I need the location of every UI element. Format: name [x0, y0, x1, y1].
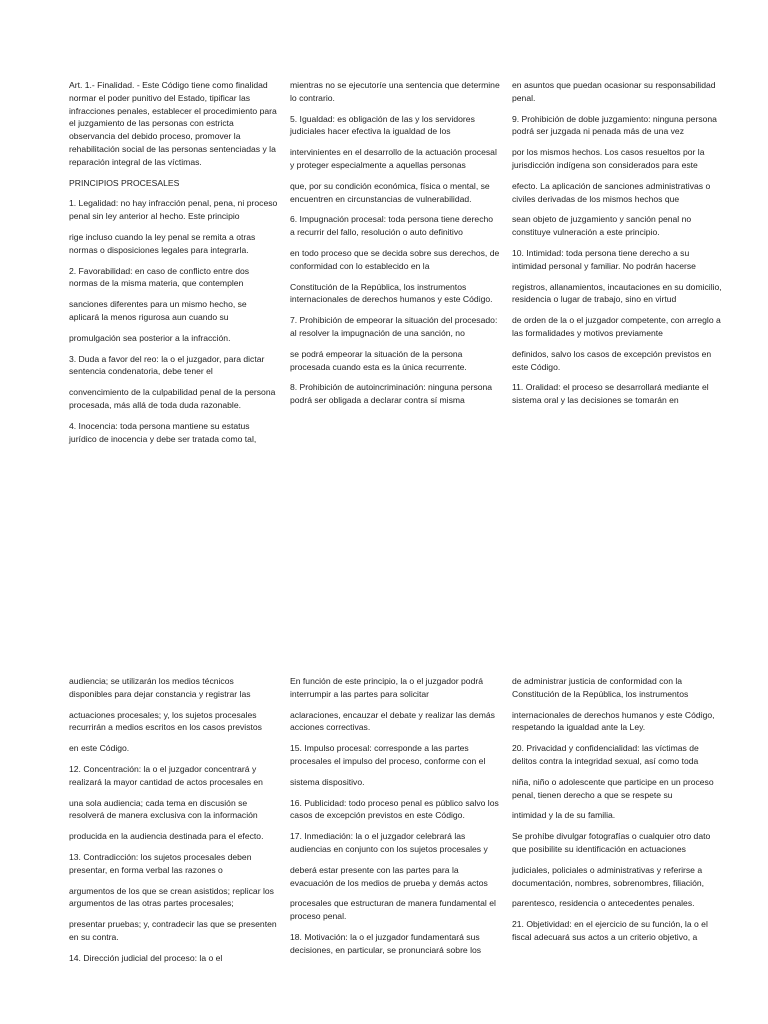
- paragraph: 16. Publicidad: todo proceso penal es público salvo los casos de excepción previstos en este Código.: [290, 797, 499, 821]
- paragraph: judiciales, policiales o administrativas y referirse a documentación, nombres, sobrenombres, filiación,: [512, 864, 705, 888]
- paragraph: 17. Inmediación: la o el juzgador celebrará las audiencias en conjunto con los sujetos procesales y: [290, 831, 488, 854]
- paragraph: en este Código.: [69, 743, 130, 754]
- paragraph: 13. Contradicción: los sujetos procesales deben presentar, en forma verbal las razones o: [69, 851, 252, 875]
- paragraph: audiencia; se utilizarán los medios técnicos disponibles para dejar constancia y registrar las: [69, 676, 251, 699]
- text-column-2: [290, 675, 500, 965]
- text-column-3: [512, 79, 722, 415]
- paragraph: sean objeto de juzgamiento y sanción penal no constituye vulneración a este principio.: [512, 214, 692, 238]
- paragraph: 7. Prohibición de empeorar la situación del procesado: al resolver la impugnación de una sanción, no: [290, 315, 498, 338]
- paragraph: intimidad y la de su familia.: [512, 810, 616, 821]
- paragraph: se podrá empeorar la situación de la persona procesada cuando esta es la única recurrente.: [290, 348, 467, 372]
- paragraph: deberá estar presente con las partes para la evacuación de los medios de prueba y demás actos: [290, 864, 488, 888]
- paragraph: presentar pruebas; y, contradecir las que se presenten en su contra.: [69, 919, 277, 942]
- paragraph: una sola audiencia; cada tema en discusión se resolverá de manera exclusiva con la información: [69, 797, 258, 821]
- paragraph: Constitución de la República, los instrumentos internacionales de derechos humanos y este Código.: [290, 281, 493, 305]
- paragraph: rige incluso cuando la ley penal se remita a otras normas o disposiciones legales para integrarla.: [69, 231, 256, 255]
- paragraph: 12. Concentración: la o el juzgador concentrará y realizará la mayor cantidad de actos procesales en: [69, 763, 263, 787]
- paragraph: 4. Inocencia: toda persona mantiene su estatus jurídico de inocencia y debe ser tratada como tal,: [69, 420, 257, 444]
- section-heading: PRINCIPIOS PROCESALES: [69, 177, 180, 188]
- paragraph: por los mismos hechos. Los casos resueltos por la jurisdicción indígena son considerados para este: [512, 147, 705, 170]
- paragraph: 2. Favorabilidad: en caso de conflicto entre dos normas de la misma materia, que contemplen: [69, 265, 250, 289]
- paragraph: actuaciones procesales; y, los sujetos procesales recurrirán a medios escritos en los casos previstos: [69, 709, 262, 733]
- paragraph: producida en la audiencia destinada para el efecto.: [69, 831, 264, 842]
- paragraph: de administrar justicia de conformidad con la Constitución de la República, los instrumentos: [512, 676, 689, 699]
- paragraph: sanciones diferentes para un mismo hecho, se aplicará la menos rigurosa aun cuando su: [69, 299, 247, 322]
- paragraph: internacionales de derechos humanos y este Código, respetando la igualdad ante la Ley.: [512, 709, 715, 733]
- paragraph: en todo proceso que se decida sobre sus derechos, de conformidad con lo establecido en la: [290, 247, 500, 271]
- paragraph: parentesco, residencia o antecedentes penales.: [512, 898, 695, 909]
- paragraph: en asuntos que puedan ocasionar su responsabilidad penal.: [512, 80, 716, 103]
- paragraph: que, por su condición económica, física o mental, se encuentren en circunstancias de vulnerabilidad.: [290, 180, 490, 204]
- paragraph: niña, niño o adolescente que participe en un proceso penal, tienen derecho a que se respete su: [512, 776, 714, 800]
- paragraph: de orden de la o el juzgador competente, con arreglo a las formalidades y motivos previamente: [512, 315, 721, 338]
- paragraph: intervinientes en el desarrollo de la actuación procesal y proteger especialmente a aquellas personas: [290, 147, 497, 170]
- paragraph: argumentos de los que se crean asistidos; replicar los argumentos de las otras partes procesales;: [69, 885, 274, 909]
- paragraph: promulgación sea posterior a la infracción.: [69, 332, 231, 343]
- text-column-2: [290, 79, 500, 415]
- paragraph: Se prohíbe divulgar fotografías o cualquier otro dato que posibilite su identificación en actuaciones: [512, 831, 711, 854]
- paragraph: 9. Prohibición de doble juzgamiento: ninguna persona podrá ser juzgada ni penada más de una vez: [512, 113, 717, 137]
- paragraph: mientras no se ejecutoríe una sentencia que determine lo contrario.: [290, 80, 500, 103]
- paragraph: 5. Igualdad: es obligación de las y los servidores judiciales hacer efectiva la igualdad de los: [290, 113, 475, 137]
- paragraph: 15. Impulso procesal: corresponde a las partes procesales el impulso del proceso, conforme con el: [290, 743, 486, 766]
- paragraph: 14. Dirección judicial del proceso: la o el: [69, 952, 223, 963]
- paragraph: 8. Prohibición de autoincriminación: ninguna persona podrá ser obligada a declarar contra sí misma: [290, 382, 493, 406]
- paragraph: Art. 1.- Finalidad. - Este Código tiene como finalidad normar el poder punitivo del Estado, tipificar las infracciones penales, establecer el procedimiento para el juzgamiento de las personas con estricta observancia del debido proceso, promover la rehabilitación social de las personas sentenciadas y la reparación integral de las víctimas.: [69, 80, 277, 167]
- paragraph: definidos, salvo los casos de excepción previstos en este Código.: [512, 348, 712, 372]
- paragraph: 1. Legalidad: no hay infracción penal, pena, ni proceso penal sin ley anterior al hecho. Este principio: [69, 198, 278, 222]
- paragraph: efecto. La aplicación de sanciones administrativas o civiles derivadas de los mismos hechos que: [512, 180, 711, 204]
- paragraph: 6. Impugnación procesal: toda persona tiene derecho a recurrir del fallo, resolución o auto definitivo: [290, 214, 494, 238]
- paragraph: procesales que estructuran de manera fundamental el proceso penal.: [290, 898, 496, 922]
- paragraph: sistema dispositivo.: [290, 776, 365, 787]
- paragraph: 11. Oralidad: el proceso se desarrollará mediante el sistema oral y las decisiones se tomarán en: [512, 382, 709, 406]
- paragraph: 10. Intimidad: toda persona tiene derecho a su intimidad personal y familiar. No podrán hacerse: [512, 247, 696, 271]
- paragraph: aclaraciones, encauzar el debate y realizar las demás acciones correctivas.: [290, 709, 495, 733]
- paragraph: En función de este principio, la o el juzgador podrá interrumpir a las partes para solicitar: [290, 676, 484, 699]
- paragraph: convencimiento de la culpabilidad penal de la persona procesada, más allá de toda duda razonable.: [69, 387, 276, 410]
- text-column-3: [512, 675, 722, 952]
- text-column-1: [69, 675, 279, 973]
- paragraph: 20. Privacidad y confidencialidad: las víctimas de delitos contra la integridad sexual, así como toda: [512, 743, 699, 766]
- paragraph: registros, allanamientos, incautaciones en su domicilio, residencia o lugar de trabajo, sino en virtud: [512, 281, 722, 305]
- paragraph: 21. Objetividad: en el ejercicio de su función, la o el fiscal adecuará sus actos a un criterio objetivo, a: [512, 919, 708, 942]
- text-column-1: [69, 79, 279, 453]
- paragraph: 3. Duda a favor del reo: la o el juzgador, para dictar sentencia condenatoria, debe tener el: [69, 353, 265, 377]
- paragraph: 18. Motivación: la o el juzgador fundamentará sus decisiones, en particular, se pronunciará sobre los: [290, 931, 482, 955]
